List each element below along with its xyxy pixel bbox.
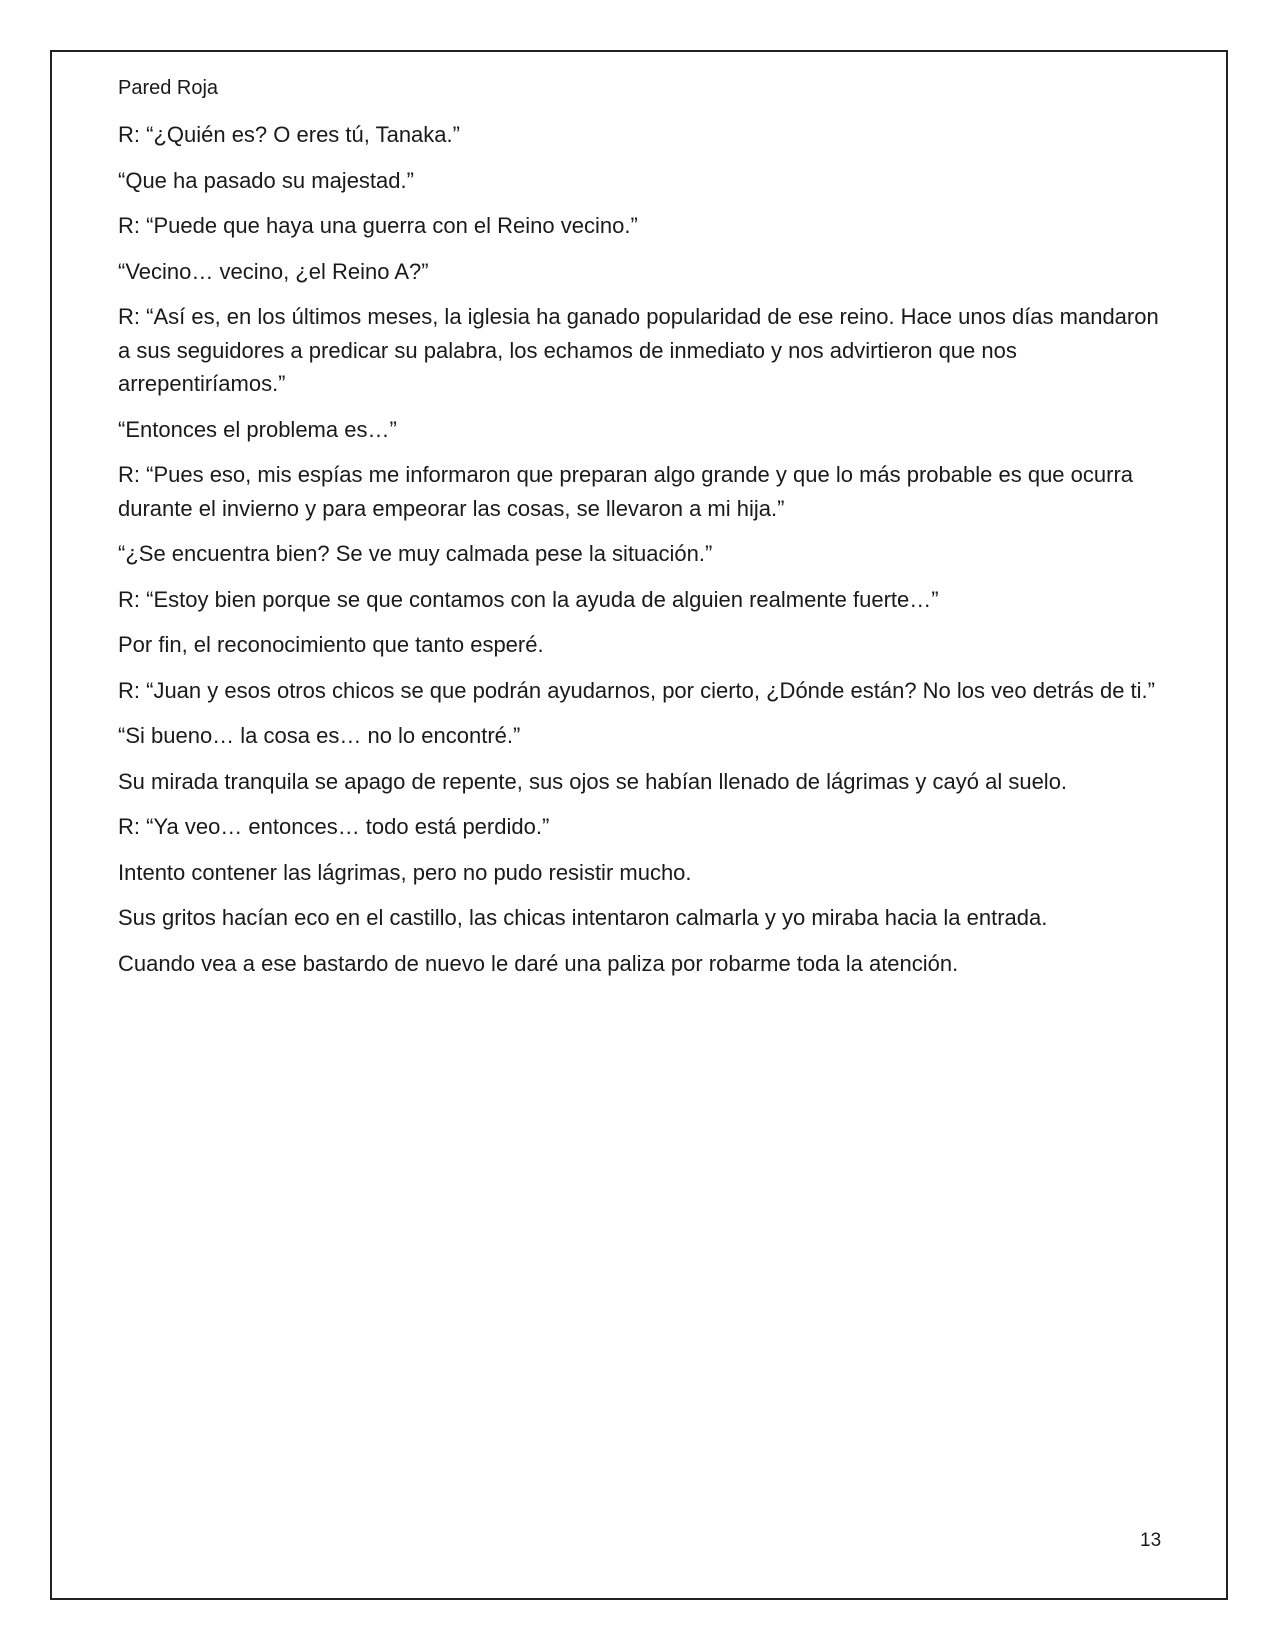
- paragraph: “Que ha pasado su majestad.”: [118, 167, 414, 193]
- paragraph: Sus gritos hacían eco en el castillo, las chicas intentaron calmarla y yo miraba hacia la entrada.: [118, 905, 1048, 930]
- paragraph: R: “Puede que haya una guerra con el Reino vecino.”: [118, 213, 638, 238]
- paragraph: Su mirada tranquila se apago de repente, sus ojos se habían llenado de lágrimas y cayó al suelo.: [118, 768, 1068, 794]
- paragraph: R: “Así es, en los últimos meses, la iglesia ha ganado popularidad de ese reino. Hace unos días mandaron a sus seguidores a predicar su palabra, los echamos de inmediato y nos advirtieron que nos arrepentiríamos.”: [118, 304, 1159, 396]
- paragraph: R: “Ya veo… entonces… todo está perdido.”: [118, 814, 550, 839]
- paragraph: Intento contener las lágrimas, pero no pudo resistir mucho.: [118, 859, 692, 885]
- paragraph: “Si bueno… la cosa es… no lo encontré.”: [118, 723, 521, 748]
- running-header: Pared Roja: [118, 77, 219, 99]
- body-text: [118, 118, 1168, 992]
- paragraph: “Entonces el problema es…”: [118, 416, 397, 442]
- paragraph: R: “Estoy bien porque se que contamos con la ayuda de alguien realmente fuerte…”: [118, 586, 939, 612]
- paragraph: “¿Se encuentra bien? Se ve muy calmada pese la situación.”: [118, 541, 713, 566]
- paragraph: Cuando vea a ese bastardo de nuevo le daré una paliza por robarme toda la atención.: [118, 950, 959, 976]
- paragraph: “Vecino… vecino, ¿el Reino A?”: [118, 258, 429, 284]
- page-number: 13: [1140, 1530, 1162, 1551]
- paragraph: Por fin, el reconocimiento que tanto esperé.: [118, 632, 544, 657]
- paragraph: R: “Juan y esos otros chicos se que podrán ayudarnos, por cierto, ¿Dónde están? No los veo detrás de ti.”: [118, 677, 1155, 703]
- paragraph: R: “Pues eso, mis espías me informaron que preparan algo grande y que lo más probable es que ocurra durante el invierno y para empeorar las cosas, se llevaron a mi hija.”: [118, 462, 1134, 521]
- paragraph: R: “¿Quién es? O eres tú, Tanaka.”: [118, 122, 460, 147]
